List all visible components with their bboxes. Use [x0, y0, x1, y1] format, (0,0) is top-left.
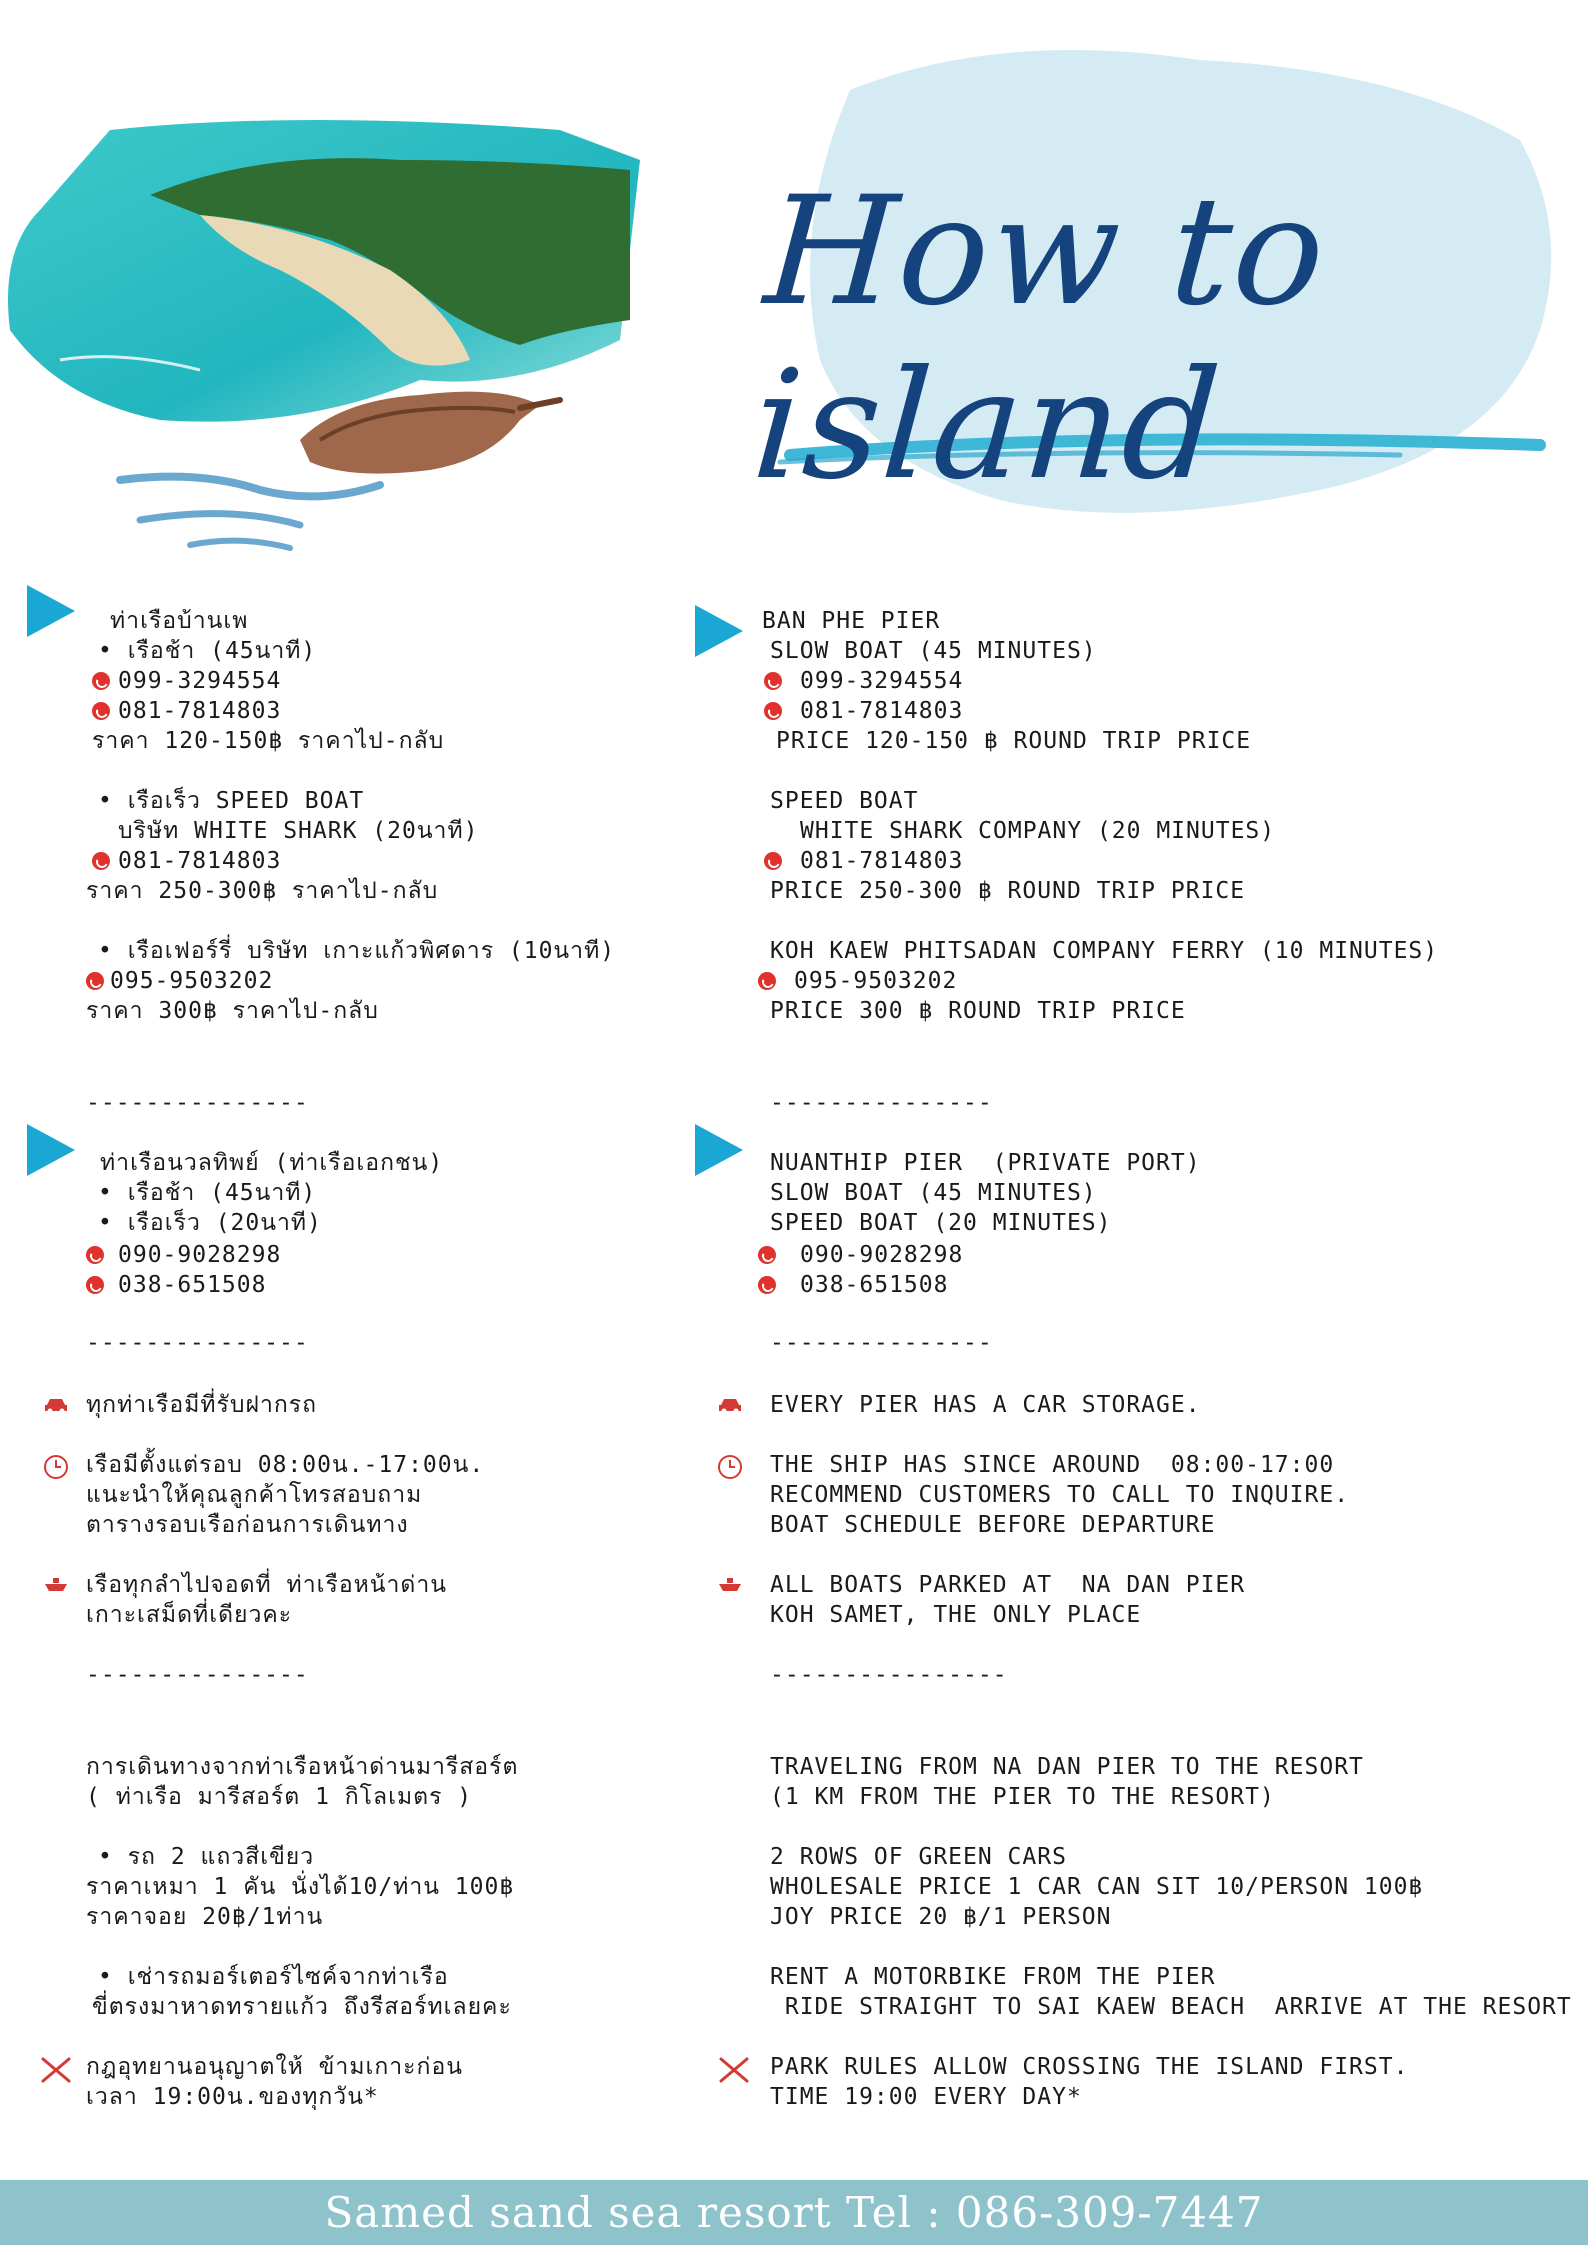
- schedule-line: แนะนำให้คุณลูกค้าโทรสอบถาม: [86, 1482, 423, 1508]
- phone-number: 099-3294554: [800, 668, 964, 694]
- footer-contact: Samed sand sea resort Tel : 086-309-7447: [324, 2188, 1264, 2237]
- car-price: WHOLESALE PRICE 1 CAR CAN SIT 10/PERSON 100฿: [770, 1874, 1424, 1900]
- phone-number: 095-9503202: [110, 968, 274, 994]
- phone-icon: [764, 702, 782, 720]
- cross-icon: [40, 2056, 72, 2084]
- arrow-icon: [695, 605, 743, 657]
- phone-icon: [758, 1246, 776, 1264]
- speed-company: บริษัท WHITE SHARK (20นาที): [118, 818, 479, 844]
- pier-name: ท่าเรือบ้านเพ: [110, 608, 249, 634]
- phone-icon: [86, 1246, 104, 1264]
- arrow-icon: [695, 1124, 743, 1176]
- car-price: ราคาจอย 20฿/1ท่าน: [86, 1904, 324, 1930]
- separator: ----------------: [770, 1662, 1008, 1688]
- phone-icon: [758, 972, 776, 990]
- phone-icon: [86, 1276, 104, 1294]
- price: ราคา 250-300฿ ราคาไป-กลับ: [86, 878, 439, 904]
- ship-icon: [44, 1576, 68, 1594]
- boat-parking: เกาะเสม็ดที่เดียวคะ: [86, 1602, 293, 1628]
- speed-boat: • เรือเร็ว (20นาที): [98, 1210, 322, 1236]
- arrow-icon: [27, 585, 75, 637]
- speed-boat: • เรือเร็ว SPEED BOAT: [98, 788, 365, 814]
- green-car: 2 ROWS OF GREEN CARS: [770, 1844, 1067, 1870]
- travel-info: ( ท่าเรือ มารีสอร์ต 1 กิโลเมตร ): [86, 1784, 473, 1810]
- page-title: How to island: [747, 165, 1332, 513]
- car-price: JOY PRICE 20 ฿/1 PERSON: [770, 1904, 1112, 1930]
- park-rule: กฎอุทยานอนุญาตให้ ข้ามเกาะก่อน: [86, 2054, 463, 2080]
- phone-number: 038-651508: [118, 1272, 267, 1298]
- phone-number: 081-7814803: [800, 698, 964, 724]
- phone-number: 038-651508: [800, 1272, 949, 1298]
- pier-name: BAN PHE PIER: [762, 608, 941, 634]
- green-car: • รถ 2 แถวสีเขียว: [98, 1844, 315, 1870]
- price: ราคา 300฿ ราคาไป-กลับ: [86, 998, 379, 1024]
- phone-number: 095-9503202: [794, 968, 958, 994]
- boat-parking: KOH SAMET, THE ONLY PLACE: [770, 1602, 1142, 1628]
- park-rule: PARK RULES ALLOW CROSSING THE ISLAND FIRST.: [770, 2054, 1409, 2080]
- speed-company: WHITE SHARK COMPANY (20 MINUTES): [800, 818, 1276, 844]
- cross-icon: [718, 2056, 750, 2084]
- island-illustration: [0, 0, 660, 560]
- schedule-line: เรือมีตั้งแต่รอบ 08:00น.-17:00น.: [86, 1452, 485, 1478]
- separator: ---------------: [86, 1330, 309, 1356]
- separator: ---------------: [86, 1662, 309, 1688]
- phone-icon: [92, 672, 110, 690]
- motorbike: • เช่ารถมอร์เตอร์ไซค์จากท่าเรือ: [98, 1964, 449, 1990]
- boat-parking: เรือทุกลำไปจอดที่ ท่าเรือหน้าด่าน: [86, 1572, 448, 1598]
- pier-name: ท่าเรือนวลทิพย์ (ท่าเรือเอกชน): [100, 1150, 444, 1176]
- schedule-line: RECOMMEND CUSTOMERS TO CALL TO INQUIRE.: [770, 1482, 1350, 1508]
- phone-number: 099-3294554: [118, 668, 282, 694]
- speed-boat: SPEED BOAT (20 MINUTES): [770, 1210, 1112, 1236]
- park-rule: TIME 19:00 EVERY DAY*: [770, 2084, 1082, 2110]
- price: PRICE 250-300 ฿ ROUND TRIP PRICE: [770, 878, 1246, 904]
- clock-icon: [718, 1455, 742, 1479]
- footer-bar: [0, 2180, 1588, 2245]
- phone-number: 090-9028298: [118, 1242, 282, 1268]
- phone-number: 081-7814803: [118, 698, 282, 724]
- slow-boat: • เรือช้า (45นาที): [98, 1180, 317, 1206]
- speed-boat: SPEED BOAT: [770, 788, 919, 814]
- phone-number: 081-7814803: [118, 848, 282, 874]
- motorbike: ขี่ตรงมาหาดทรายแก้ว ถึงรีสอร์ทเลยคะ: [92, 1994, 512, 2020]
- phone-number: 081-7814803: [800, 848, 964, 874]
- price: PRICE 120-150 ฿ ROUND TRIP PRICE: [776, 728, 1252, 754]
- boat-parking: ALL BOATS PARKED AT NA DAN PIER: [770, 1572, 1246, 1598]
- phone-icon: [764, 672, 782, 690]
- slow-boat: SLOW BOAT (45 MINUTES): [770, 638, 1097, 664]
- arrow-icon: [27, 1124, 75, 1176]
- phone-icon: [86, 972, 104, 990]
- phone-icon: [764, 852, 782, 870]
- slow-boat: • เรือช้า (45นาที): [98, 638, 317, 664]
- car-icon: [718, 1396, 742, 1414]
- phone-icon: [92, 852, 110, 870]
- pier-name: NUANTHIP PIER (PRIVATE PORT): [770, 1150, 1201, 1176]
- motorbike: RENT A MOTORBIKE FROM THE PIER: [770, 1964, 1216, 1990]
- schedule-line: BOAT SCHEDULE BEFORE DEPARTURE: [770, 1512, 1216, 1538]
- schedule-line: THE SHIP HAS SINCE AROUND 08:00-17:00: [770, 1452, 1335, 1478]
- travel-info: (1 KM FROM THE PIER TO THE RESORT): [770, 1784, 1275, 1810]
- car-icon: [44, 1396, 68, 1414]
- travel-info: TRAVELING FROM NA DAN PIER TO THE RESORT: [770, 1754, 1364, 1780]
- car-price: ราคาเหมา 1 คัน นั่งได้10/ท่าน 100฿: [86, 1874, 515, 1900]
- clock-icon: [44, 1455, 68, 1479]
- price: PRICE 300 ฿ ROUND TRIP PRICE: [770, 998, 1186, 1024]
- ferry: • เรือเฟอร์รี่ บริษัท เกาะแก้วพิศดาร (10นาที): [98, 938, 616, 964]
- separator: ---------------: [770, 1090, 993, 1116]
- phone-icon: [92, 702, 110, 720]
- ferry: KOH KAEW PHITSADAN COMPANY FERRY (10 MINUTES): [770, 938, 1439, 964]
- travel-info: การเดินทางจากท่าเรือหน้าด่านมารีสอร์ต: [86, 1754, 519, 1780]
- price: ราคา 120-150฿ ราคาไป-กลับ: [92, 728, 445, 754]
- car-storage: ทุกท่าเรือมีที่รับฝากรถ: [86, 1392, 318, 1418]
- car-storage: EVERY PIER HAS A CAR STORAGE.: [770, 1392, 1201, 1418]
- motorbike: RIDE STRAIGHT TO SAI KAEW BEACH ARRIVE AT THE RESORT: [770, 1994, 1572, 2020]
- separator: ---------------: [86, 1090, 309, 1116]
- slow-boat: SLOW BOAT (45 MINUTES): [770, 1180, 1097, 1206]
- park-rule: เวลา 19:00น.ของทุกวัน*: [86, 2084, 379, 2110]
- schedule-line: ตารางรอบเรือก่อนการเดินทาง: [86, 1512, 409, 1538]
- separator: ---------------: [770, 1330, 993, 1356]
- ship-icon: [718, 1576, 742, 1594]
- phone-icon: [758, 1276, 776, 1294]
- phone-number: 090-9028298: [800, 1242, 964, 1268]
